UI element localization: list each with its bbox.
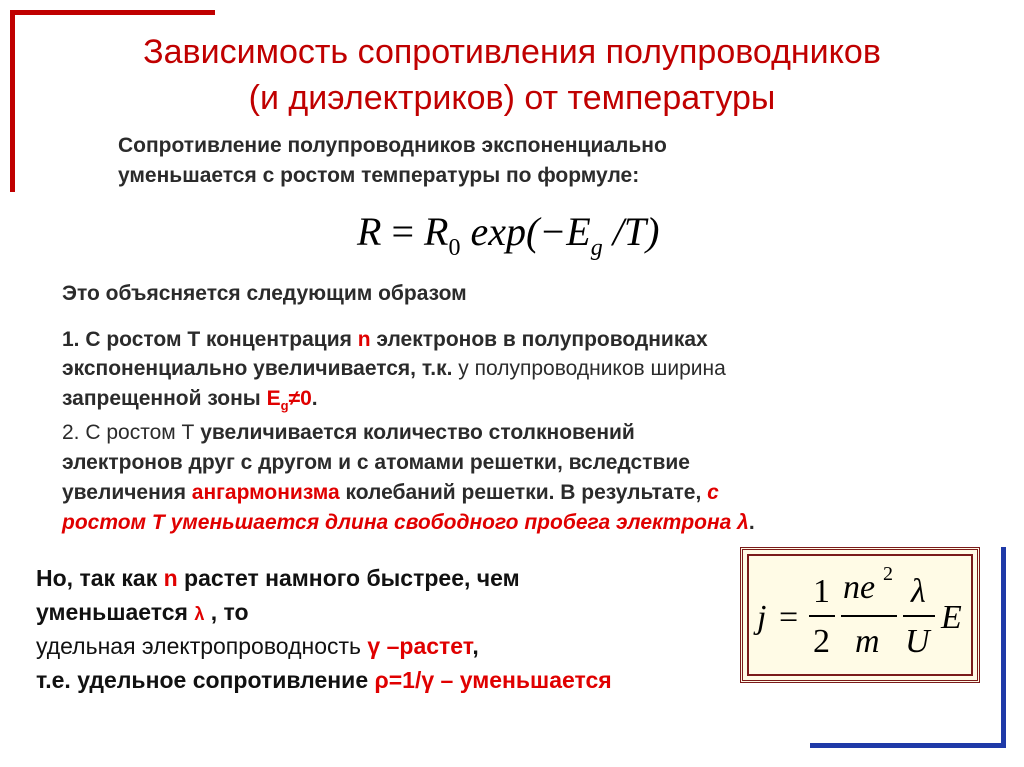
conclusion-l2-b: , то: [204, 599, 249, 625]
frame-corner-top-left-horizontal: [10, 10, 215, 15]
conclusion-line3: [36, 630, 479, 662]
resistance-formula: [357, 207, 659, 273]
conclusion-line1: [36, 562, 520, 594]
point1-line2-b: у полупроводников ширина: [458, 357, 726, 380]
conclusion-l1-b: растет намного быстрее, чем: [177, 565, 520, 591]
conclusion-lambda: λ: [194, 604, 205, 624]
point2-line3-c: с: [707, 481, 719, 504]
conclusion-l3-a: удельная электропроводность: [36, 633, 368, 659]
formula-num-1: 1: [813, 573, 830, 610]
frame-corner-bottom-right-horizontal: [810, 743, 1006, 748]
formula-R: R: [357, 209, 382, 254]
point2-line4: [62, 508, 755, 538]
point1-line1-b: электронов в полупроводниках: [370, 328, 708, 351]
formula-den-U: U: [905, 623, 930, 660]
point2-line4-end: .: [748, 511, 755, 534]
point2-line1: [62, 418, 635, 448]
conclusion-l2-a: уменьшается: [36, 599, 195, 625]
formula-num-lambda: λ: [911, 573, 926, 610]
current-density-formula-box: [740, 547, 980, 683]
formula-E: E: [941, 599, 962, 636]
frame-corner-bottom-right-vertical: [1001, 547, 1006, 748]
point2-line3-a: увеличения: [62, 481, 192, 504]
conclusion-l3-b: ,: [472, 633, 479, 659]
point1-line3: [62, 384, 318, 421]
point1-line3-a: запрещенной зоны: [62, 387, 267, 410]
formula-exp-2: 2: [883, 563, 893, 585]
frame-corner-top-left-vertical: [10, 10, 15, 192]
slide-title-line2: (и диэлектриков) от температуры: [248, 79, 776, 117]
point2-anharmonism: ангармонизма: [191, 481, 340, 504]
conclusion-rho-decreases: ρ=1/γ – уменьшается: [374, 667, 612, 693]
point2-line3: [62, 478, 719, 508]
point2-line1-b: увеличивается количество столкновений: [200, 421, 635, 444]
point1-n: n: [357, 328, 371, 351]
formula-exp: exp(−E: [460, 209, 591, 254]
formula-j: j: [757, 599, 767, 636]
explanation-heading: Это объясняется следующим образом: [62, 282, 467, 305]
formula-den-2: 2: [813, 623, 830, 660]
formula-equals: =: [381, 209, 424, 254]
point1-neq: ≠0: [288, 387, 312, 410]
formula-rest: /T): [602, 209, 660, 254]
point1-Eg-sub: g: [280, 398, 289, 413]
point1-line1-a: 1. С ростом Т концентрация: [62, 328, 358, 351]
point1-line2: [62, 354, 726, 384]
intro-line1: Сопротивление полупроводников экспоненциально: [118, 134, 667, 157]
formula-num-ne: ne: [843, 569, 876, 606]
current-density-formula: [743, 550, 977, 680]
point1-line1: [62, 325, 708, 355]
conclusion-line4: [36, 664, 612, 696]
point2-line3-b: колебаний решетки. В результате,: [339, 481, 708, 504]
conclusion-n: n: [163, 565, 178, 591]
point1-line2-a: экспоненциально увеличивается, т.к.: [62, 357, 459, 380]
formula-den-m: m: [855, 623, 880, 660]
point1-Eg: E: [266, 387, 281, 410]
conclusion-l1-a: Но, так как: [36, 565, 164, 591]
point2-line1-a: 2. С ростом Т: [62, 421, 201, 444]
point1-dot: .: [311, 387, 318, 410]
point2-line2: электронов друг с другом и с атомами решетки, вследствие: [62, 451, 690, 474]
formula-R0: R: [424, 209, 449, 254]
conclusion-l4-a: т.е. удельное сопротивление: [36, 667, 375, 693]
conclusion-line2: [36, 596, 249, 630]
intro-line2: уменьшается с ростом температуры по формуле:: [118, 164, 640, 187]
conclusion-gamma-grows: γ –растет: [367, 633, 473, 659]
formula-sub-g: g: [590, 235, 603, 261]
point2-conclusion-red: ростом Т уменьшается длина свободного пробега электрона λ: [62, 511, 749, 534]
formula-box-equals: =: [779, 599, 799, 636]
formula-sub-0: 0: [448, 235, 461, 261]
slide-title-line1: Зависимость сопротивления полупроводников: [143, 33, 881, 71]
